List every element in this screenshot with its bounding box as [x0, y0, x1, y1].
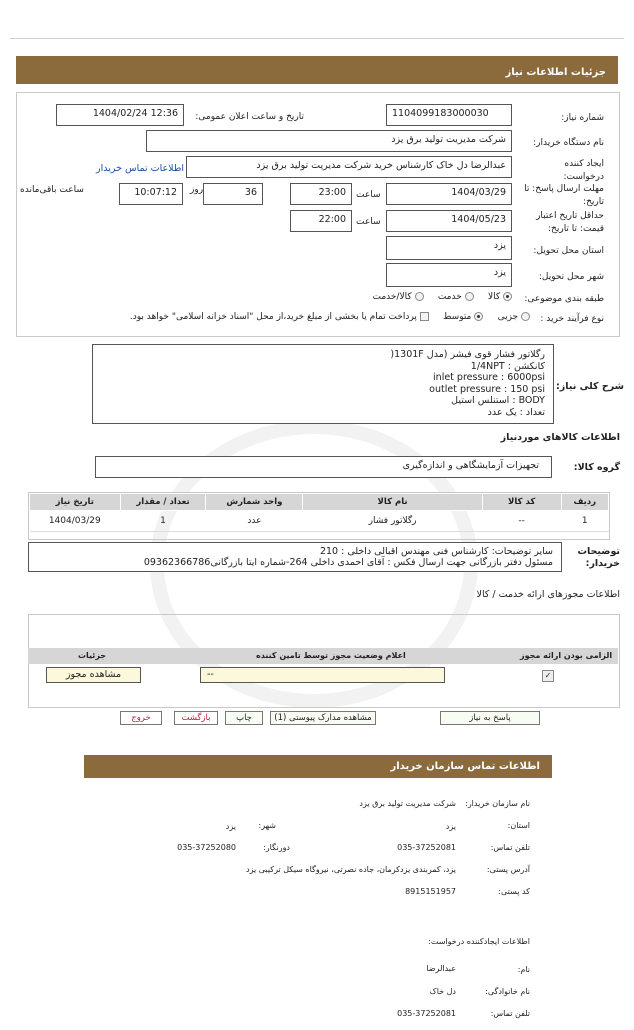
deadline-label: مهلت ارسال پاسخ: تا تاریخ:	[524, 184, 604, 207]
days-field: 36	[203, 183, 263, 205]
goods-group-field: تجهیزات آزمایشگاهی و اندازه‌گیری	[95, 456, 552, 478]
category-radio-service[interactable]	[465, 292, 474, 301]
category-option-service: خدمت	[437, 292, 462, 302]
page-title: جزئیات اطلاعات نیاز	[505, 67, 606, 78]
contact-address-value: یزد، کمربندی یزدکرمان، جاده نصرتی، نیروگاه سیکل ترکیبی یزد	[246, 865, 456, 874]
announce-field: 1404/02/24 12:36	[56, 104, 184, 126]
org-value: شرکت مدیریت تولید برق یزد	[359, 799, 456, 808]
col-unit: واحد شمارش	[206, 494, 303, 511]
province-field: یزد	[386, 236, 512, 260]
creator-phone-label: تلفن تماس:	[490, 1009, 530, 1018]
col-code: کد کالا	[482, 494, 561, 511]
contact-phone-value: 035-37252081	[397, 843, 456, 852]
category-options	[372, 292, 512, 302]
cell-name: رگلاتور فشار	[303, 511, 482, 532]
creator-info-title: اطلاعات ایجادکننده درخواست:	[428, 937, 530, 946]
need-number-label: شماره نیاز:	[561, 113, 604, 123]
announce-label: تاریخ و ساعت اعلان عمومی:	[195, 112, 304, 122]
deadline-time-label: ساعت	[356, 190, 381, 200]
contact-title: اطلاعات تماس سازمان خریدار	[390, 761, 540, 772]
category-label: طبقه بندی موضوعی:	[524, 294, 604, 304]
creator-family-label: نام خانوادگی:	[485, 987, 530, 996]
description-line: رگلاتور فشار قوی فیشر (مدل 1301F(	[390, 349, 545, 360]
buyer-field: شرکت مدیریت تولید برق یزد	[146, 130, 512, 152]
col-qty: تعداد / مقدار	[120, 494, 206, 511]
buyer-label: نام دستگاه خریدار:	[533, 138, 604, 148]
cell-code: --	[482, 511, 561, 532]
cell-date: 1404/03/29	[30, 511, 121, 532]
validity-date-field: 1404/05/23	[386, 210, 512, 232]
remaining-time-label: ساعت باقی‌مانده	[20, 185, 84, 195]
view-permit-button[interactable]: مشاهده مجوز	[46, 667, 141, 683]
buyer-notes-label: توضیحات خریدار:	[577, 546, 620, 569]
buyer-notes-box	[28, 542, 562, 572]
process-option-medium: متوسط	[443, 312, 472, 322]
goods-section-title: اطلاعات کالاهای موردنیاز	[500, 432, 620, 443]
deadline-time-field: 23:00	[290, 183, 352, 205]
description-box	[92, 344, 554, 424]
back-button[interactable]: بازگشت	[174, 711, 218, 725]
attachments-button[interactable]: مشاهده مدارک پیوستی (1)	[270, 711, 376, 725]
process-radio-medium[interactable]	[474, 312, 483, 321]
top-divider	[10, 38, 624, 39]
category-option-goods-service: کالا/خدمت	[372, 292, 412, 302]
description-label: شرح کلی نیاز:	[555, 381, 624, 392]
need-number-field: 1104099183000030	[386, 104, 512, 126]
process-options	[130, 312, 530, 322]
process-label: نوع فرآیند خرید :	[540, 314, 604, 324]
permit-status-header: اعلام وضعیت مجوز توسط تامین کننده	[256, 651, 406, 660]
permit-required-checkbox: ✓	[542, 670, 554, 682]
buyer-notes-line: مسئول دفتر بازرگانی جهت ارسال فکس : آقای احمدی داخلی 264-شماره ایتا بازرگانی09362366786	[143, 557, 553, 568]
buyer-notes-line: سایر توضیحات: کارشناس فنی مهندس اقبالی داخلی : 210	[319, 546, 553, 557]
description-line: تعداد : یک عدد	[487, 406, 545, 418]
category-radio-goods-service[interactable]	[415, 292, 424, 301]
creator-field: عبدالرضا دل خاک کارشناس خرید شرکت مدیریت تولید برق یزد	[186, 156, 512, 178]
contact-postal-value: 8915151957	[405, 887, 456, 896]
validity-time-field: 22:00	[290, 210, 352, 232]
contact-postal-label: کد پستی:	[498, 887, 530, 896]
contact-fax-value: 035-37252080	[177, 843, 236, 852]
validity-label: حداقل تاریخ اعتبار قیمت: تا تاریخ:	[536, 211, 604, 234]
description-line: BODY : استنلس استیل	[451, 395, 545, 406]
print-button[interactable]: چاپ	[225, 711, 263, 725]
contact-fax-label: دورنگار:	[263, 843, 290, 852]
permit-status-field: --	[200, 667, 445, 683]
process-option-minor: جزیی	[497, 312, 519, 322]
city-field: یزد	[386, 263, 512, 287]
contact-header	[84, 755, 552, 778]
cell-row: 1	[561, 511, 608, 532]
creator-phone-value: 035-37252081	[397, 1009, 456, 1018]
reply-button[interactable]: پاسخ به نیاز	[440, 711, 540, 725]
table-row	[30, 511, 609, 532]
contact-city-value: یزد	[225, 822, 236, 831]
creator-family-value: دل خاک	[429, 987, 456, 996]
permit-details-header: جزئیات	[78, 651, 107, 660]
col-name: نام کالا	[303, 494, 482, 511]
payment-checkbox[interactable]	[420, 312, 429, 321]
contact-province-label: استان:	[507, 821, 530, 830]
category-option-goods: کالا	[487, 292, 501, 302]
cell-unit: عدد	[206, 511, 303, 532]
description-line: کانکشن : 1/4NPT	[470, 360, 545, 372]
permit-required-header: الزامی بودن ارائه مجوز	[520, 651, 613, 660]
contact-address-label: آدرس پستی:	[486, 865, 530, 874]
description-line: outlet pressure : 150 psi	[429, 383, 545, 395]
col-row: ردیف	[561, 494, 608, 511]
contact-phone-label: تلفن تماس:	[490, 843, 530, 852]
goods-group-label: گروه کالا:	[573, 462, 620, 473]
buyer-contact-link[interactable]: اطلاعات تماس خریدار	[96, 163, 185, 174]
deadline-date-field: 1404/03/29	[386, 183, 512, 205]
description-line: inlet pressure : 6000psi	[433, 372, 545, 383]
org-label: نام سازمان خریدار:	[465, 799, 530, 808]
days-label: روز	[190, 185, 204, 195]
creator-name-label: نام:	[517, 965, 530, 974]
province-label: استان محل تحویل:	[533, 246, 604, 256]
creator-label: ایجاد کننده درخواست:	[563, 159, 604, 182]
payment-note: پرداخت تمام یا بخشی از مبلغ خرید،از محل "اسناد خزانه اسلامی" خواهد بود.	[129, 312, 417, 322]
creator-name-value: عبدالرضا	[426, 964, 456, 973]
goods-table-frame	[28, 492, 610, 540]
category-radio-goods[interactable]	[503, 292, 512, 301]
process-radio-minor[interactable]	[521, 312, 530, 321]
permits-title: اطلاعات مجوزهای ارائه خدمت / کالا	[476, 589, 620, 600]
page-header	[16, 56, 618, 84]
remaining-time-field: 10:07:12	[119, 183, 183, 205]
contact-city-label: شهر:	[258, 821, 276, 830]
contact-province-value: یزد	[445, 822, 456, 831]
goods-table	[29, 493, 609, 532]
exit-button[interactable]: خروج	[120, 711, 162, 725]
validity-time-label: ساعت	[356, 217, 381, 227]
cell-qty: 1	[120, 511, 206, 532]
city-label: شهر محل تحویل:	[538, 272, 604, 282]
col-date: تاریخ نیاز	[30, 494, 121, 511]
